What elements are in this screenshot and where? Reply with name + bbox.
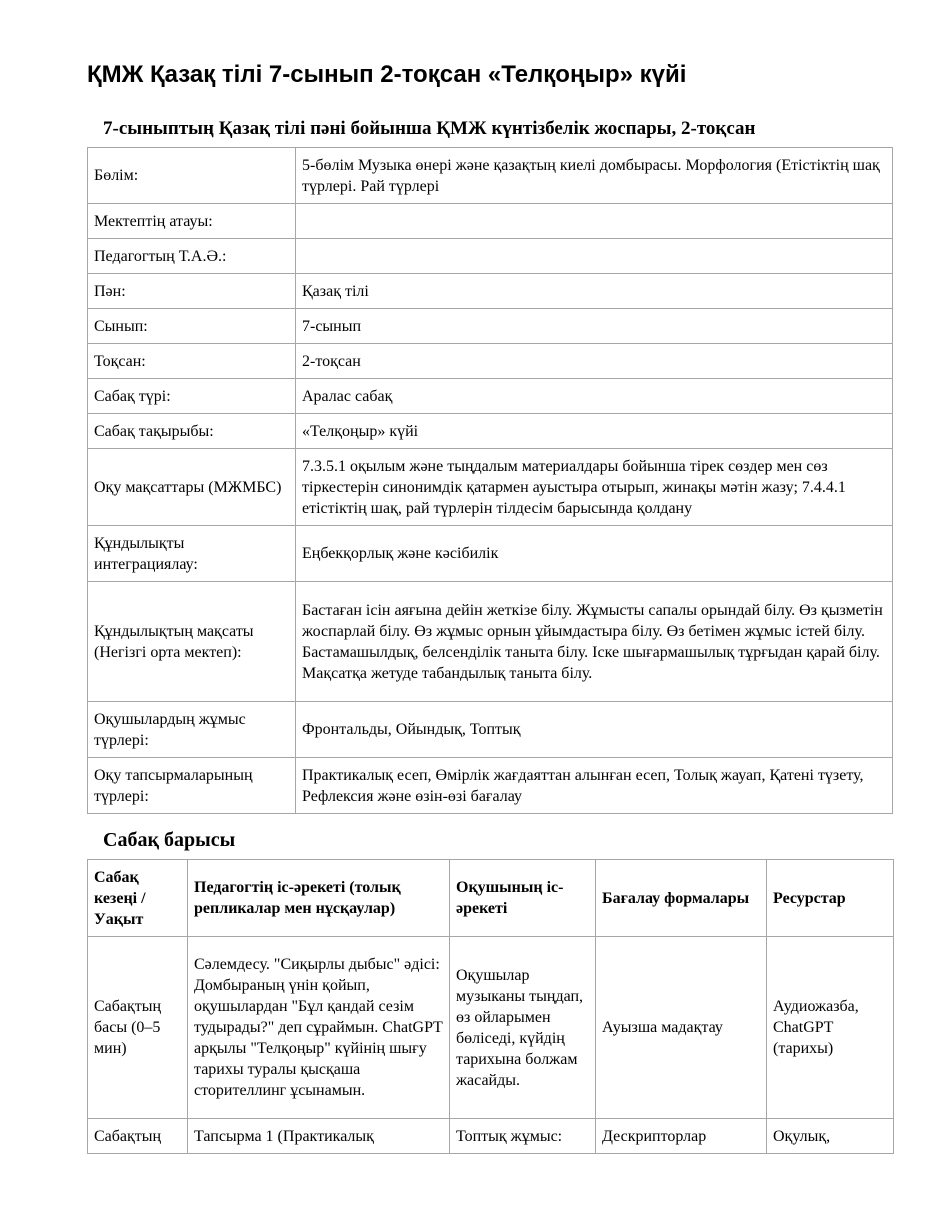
info-value: Практикалық есеп, Өмірлік жағдаяттан алынған есеп, Толық жауап, Қатені түзету, Рефлексия және өзін-өзі бағалау [296,758,893,814]
column-header: Оқушының іс-әрекеті [450,860,596,937]
info-value: 7.3.5.1 оқылым және тыңдалым материалдары бойынша тірек сөздер мен сөз тіркестерін синонимдік қатармен ауыстыра отырып, жинақы мәтін жазу; 7.4.4.1 етістіктің шақ, рай түрлерін тілдесім барысында қолдану [296,449,893,526]
table-row [88,702,893,758]
column-header: Ресурстар [767,860,894,937]
info-value: Аралас сабақ [296,379,893,414]
table-header-row [88,860,894,937]
info-key: Оқушылардың жұмыс түрлері: [88,702,296,758]
info-value: Еңбекқорлық және кәсібилік [296,526,893,582]
table-row [88,309,893,344]
table-cell: Дескрипторлар [596,1119,767,1154]
table-row [88,449,893,526]
info-key: Сабақ түрі: [88,379,296,414]
info-value: «Телқоңыр» күйі [296,414,893,449]
table-row [88,1119,894,1154]
document-subtitle: 7-сыныптың Қазақ тілі пәні бойынша ҚМЖ күнтізбелік жоспары, 2-тоқсан [103,118,756,139]
table-cell: Сабақтың басы (0–5 мин) [88,937,188,1119]
info-key: Бөлім: [88,148,296,204]
info-value: Фронтальды, Ойындық, Топтық [296,702,893,758]
table-row [88,204,893,239]
info-value: 7-сынып [296,309,893,344]
info-key: Мектептің атауы: [88,204,296,239]
table-row [88,582,893,702]
info-key: Құндылықты интеграциялау: [88,526,296,582]
info-key: Педагогтың Т.А.Ә.: [88,239,296,274]
column-header: Педагогтің іс-әрекеті (толық репликалар мен нұсқаулар) [188,860,450,937]
column-header: Сабақ кезеңі / Уақыт [88,860,188,937]
table-cell: Аудиожазба, ChatGPT (тарихы) [767,937,894,1119]
info-value: Бастаған ісін аяғына дейін жеткізе білу. Жұмысты сапалы орындай білу. Өз қызметін жоспарлай білу. Өз жұмыс орнын ұйымдастыра білу. Өз бетімен жұмыс істей білу. Бастамашылдық, белсенділік таныта білу. Іске шығармашылық тұрғыдан қарай білу. Мақсатқа жетуде табандылық таныта білу. [296,582,893,702]
info-key: Пән: [88,274,296,309]
table-row [88,937,894,1119]
info-key: Құндылықтың мақсаты (Негізгі орта мектеп): [88,582,296,702]
table-row [88,758,893,814]
table-row [88,379,893,414]
page-title: ҚМЖ Қазақ тілі 7-сынып 2-тоқсан «Телқоңыр» күйі [87,61,687,88]
info-key: Тоқсан: [88,344,296,379]
info-key: Оқу тапсырмаларының түрлері: [88,758,296,814]
table-cell: Оқулық, [767,1119,894,1154]
table-cell: Топтық жұмыс: [450,1119,596,1154]
table-cell: Ауызша мадақтау [596,937,767,1119]
table-row [88,239,893,274]
table-row [88,344,893,379]
info-key: Оқу мақсаттары (МЖМБС) [88,449,296,526]
info-value: Қазақ тілі [296,274,893,309]
table-cell: Тапсырма 1 (Практикалық [188,1119,450,1154]
lesson-flow-heading: Сабақ барысы [103,829,236,851]
info-value: 2-тоқсан [296,344,893,379]
info-key: Сынып: [88,309,296,344]
info-value [296,239,893,274]
table-row [88,274,893,309]
table-row [88,526,893,582]
info-value [296,204,893,239]
table-cell: Сабақтың [88,1119,188,1154]
table-row [88,414,893,449]
lesson-info-table [87,147,893,814]
table-row [88,148,893,204]
info-value: 5-бөлім Музыка өнері және қазақтың киелі домбырасы. Морфология (Етістіктің шақ түрлері. Рай түрлері [296,148,893,204]
table-cell: Сәлемдесу. "Сиқырлы дыбыс" әдісі: Домбыраның үнін қойып, оқушылардан "Бұл қандай сезім тудырады?" деп сұраймын. ChatGPT арқылы "Телқоңыр" күйінің шығу тарихы туралы қысқаша сторителлинг ұсынамын. [188,937,450,1119]
info-key: Сабақ тақырыбы: [88,414,296,449]
table-cell: Оқушылар музыканы тыңдап, өз ойларымен бөліседі, күйдің тарихына болжам жасайды. [450,937,596,1119]
column-header: Бағалау формалары [596,860,767,937]
lesson-flow-table [87,859,894,1154]
